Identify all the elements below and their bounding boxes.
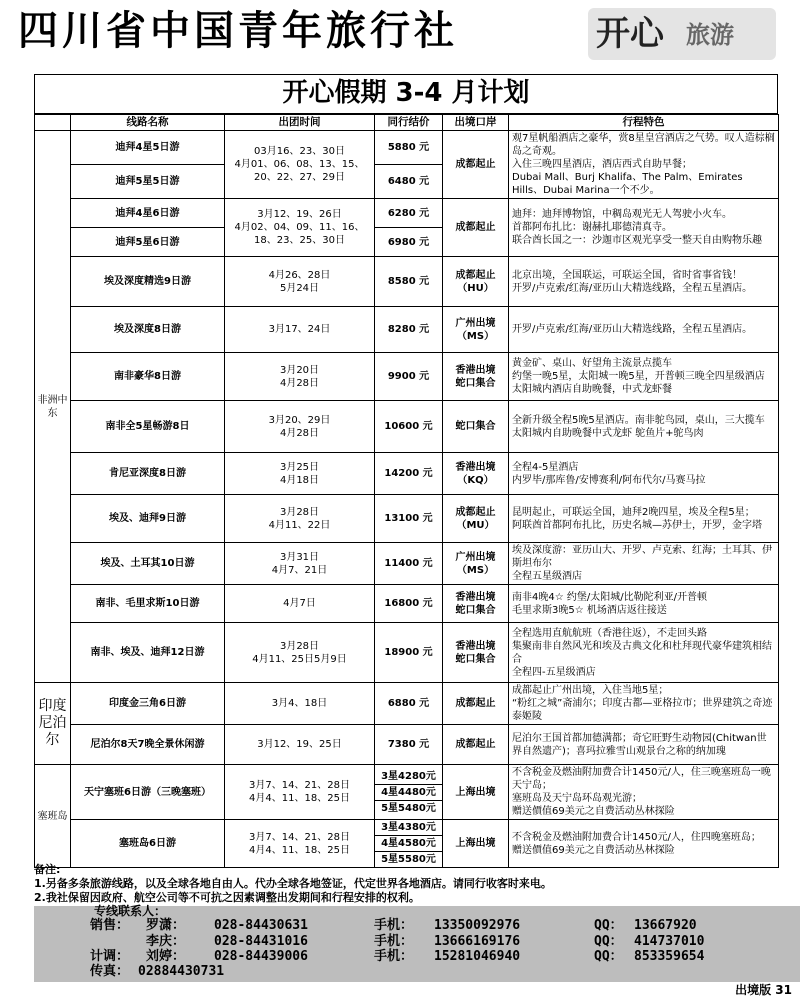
table-row xyxy=(35,585,779,623)
exit-port: 上海出境 xyxy=(443,820,509,868)
qq-label: QQ： xyxy=(594,918,623,933)
price: 18900 元 xyxy=(375,623,443,683)
departure-dates: 3月25日 4月18日 xyxy=(225,453,375,495)
table-row xyxy=(35,353,779,401)
header-features: 行程特色 xyxy=(509,115,779,131)
departure-dates: 3月7、14、21、28日 4月4、11、18、25日 xyxy=(225,820,375,868)
price: 13100 元 xyxy=(375,495,443,543)
price: 8580 元 xyxy=(375,257,443,307)
route-name: 埃及深度精选9日游 xyxy=(71,257,225,307)
table-row xyxy=(35,307,779,353)
contact-qq: 13667920 xyxy=(634,918,697,933)
price-tiers: 3星4280元 4星4480元 5星5480元 xyxy=(375,765,443,820)
itinerary-features: 尼泊尔王国首都加德满都；奇它旺野生动物园(Chitwan世界自然遗产)；喜玛拉雅雪山观景台之称的纳加瑰 xyxy=(509,725,779,765)
mobile-label: 手机： xyxy=(374,934,414,949)
route-name: 埃及、土耳其10日游 xyxy=(71,543,225,585)
departure-dates: 03月16、23、30日 4月01、06、08、13、15、20、22、27、29日 xyxy=(225,131,375,199)
departure-dates: 3月4、18日 xyxy=(225,683,375,725)
page-footer xyxy=(0,862,800,1000)
itinerary-features: 开罗/卢克索/红海/亚历山大精选线路，全程五星酒店。 xyxy=(509,307,779,353)
itinerary-features: 全新升级全程5晚5星酒店。南非鸵鸟园，桌山，三大揽车 太阳城内自助晚餐中式龙虾 鸵鱼片+鸵鸟肉 xyxy=(509,401,779,453)
departure-dates: 3月20、29日 4月28日 xyxy=(225,401,375,453)
contact-mobile: 15281046940 xyxy=(434,949,521,964)
table-row xyxy=(35,543,779,585)
price: 8280 元 xyxy=(375,307,443,353)
note-1: 1.另备多条旅游线路，以及全球各地自由人。代办全球各地签证，代定世界各地酒店。请同行收客时来电。 xyxy=(34,877,552,890)
contact-qq: 414737010 xyxy=(634,934,705,949)
contact-label: 专线联系人： xyxy=(94,904,167,918)
price: 7380 元 xyxy=(375,725,443,765)
exit-port: 香港出境 蛇口集合 xyxy=(443,623,509,683)
route-name: 塞班岛6日游 xyxy=(71,820,225,868)
page-number: 出境版 31 xyxy=(735,983,792,997)
departure-dates: 3月31日 4月7、21日 xyxy=(225,543,375,585)
departure-dates: 4月26、28日 5月24日 xyxy=(225,257,375,307)
price: 5880 元 xyxy=(375,131,443,165)
contact-box xyxy=(34,906,800,982)
region-india-nepal: 印度尼泊尔 xyxy=(35,683,71,765)
itinerary-features: 全程4-5星酒店 内罗毕/那库鲁/安博赛利/阿布代尔/马赛马拉 xyxy=(509,453,779,495)
exit-port: 成都起止 （HU） xyxy=(443,257,509,307)
departure-dates: 3月28日 4月11、25日5月9日 xyxy=(225,623,375,683)
route-name: 肯尼亚深度8日游 xyxy=(71,453,225,495)
header-port: 出境口岸 xyxy=(443,115,509,131)
table-row xyxy=(35,820,779,868)
table-row xyxy=(35,623,779,683)
route-name: 南非、毛里求斯10日游 xyxy=(71,585,225,623)
departure-dates: 3月12、19、26日 4月02、04、09、11、16、18、23、25、30日 xyxy=(225,199,375,257)
exit-port: 成都起止 xyxy=(443,683,509,725)
table-row xyxy=(35,131,779,165)
mobile-label: 手机： xyxy=(374,918,414,933)
route-name: 南非豪华8日游 xyxy=(71,353,225,401)
contact-name: 李庆： xyxy=(146,934,186,949)
route-name: 南非、埃及、迪拜12日游 xyxy=(71,623,225,683)
departure-dates: 3月17、24日 xyxy=(225,307,375,353)
accounting-label: 计调： xyxy=(90,949,130,964)
contact-phone: 028-84431016 xyxy=(214,934,308,949)
header-dates: 出团时间 xyxy=(225,115,375,131)
exit-port: 香港出境 蛇口集合 xyxy=(443,585,509,623)
contact-qq: 853359654 xyxy=(634,949,705,964)
exit-port: 成都起止 （MU） xyxy=(443,495,509,543)
note-2: 2.我社保留因政府、航空公司等不可抗之因素调整出发期间和行程安排的权利。 xyxy=(34,891,420,904)
table-row xyxy=(35,765,779,820)
schedule-table xyxy=(34,114,779,868)
itinerary-features: 全程选用直航航班（香港往返），不走回头路 集聚南非自然风光和埃及古典文化和杜拜现代豪华建筑相结合 全程四-五星级酒店 xyxy=(509,623,779,683)
table-row xyxy=(35,725,779,765)
exit-port: 成都起止 xyxy=(443,199,509,257)
table-header-row xyxy=(35,115,779,131)
table-row xyxy=(35,453,779,495)
notes-label: 备注: xyxy=(34,863,61,876)
mobile-label: 手机： xyxy=(374,949,414,964)
departure-dates: 3月7、14、21、28日 4月4、11、18、25日 xyxy=(225,765,375,820)
table-row xyxy=(35,683,779,725)
agency-name: 四川省中国青年旅行社 xyxy=(18,7,458,54)
header-region xyxy=(35,115,71,131)
exit-port: 香港出境 蛇口集合 xyxy=(443,353,509,401)
price: 6980 元 xyxy=(375,228,443,257)
route-name: 印度金三角6日游 xyxy=(71,683,225,725)
departure-dates: 4月7日 xyxy=(225,585,375,623)
page-header xyxy=(0,0,800,62)
itinerary-features: 迪拜：迪拜博物馆，中稠岛观光无人驾驶小火车。 首都阿布扎比：谢赫扎耶德清真寺。 联合酋长国之一：沙迦市区观光享受一整天自由购物乐趣 xyxy=(509,199,779,257)
route-name: 迪拜4星6日游 xyxy=(71,199,225,228)
route-name: 迪拜5星5日游 xyxy=(71,165,225,199)
brand-logo xyxy=(588,8,776,60)
itinerary-features: 南非4晚4☆ 约堡/太阳城/比勒陀利亚/开普顿 毛里求斯3晚5☆ 机场酒店返往接送 xyxy=(509,585,779,623)
fax-label: 传真： xyxy=(90,964,130,979)
contact-name: 罗潇： xyxy=(146,918,186,933)
header-price: 同行结价 xyxy=(375,115,443,131)
region-saipan: 塞班岛 xyxy=(35,765,71,868)
region-africa-middle-east: 非洲中东 xyxy=(35,131,71,683)
itinerary-features: 黄金矿、桌山、好望角主流景点揽车 约堡一晚5星，太阳城一晚5星，开普顿三晚全四星级酒店 太阳城内酒店自助晚餐，中式龙虾餐 xyxy=(509,353,779,401)
contact-phone: 028-84439006 xyxy=(214,949,308,964)
price: 6480 元 xyxy=(375,165,443,199)
exit-port: 香港出境 （KQ） xyxy=(443,453,509,495)
itinerary-features: 北京出境，全国联运，可联运全国，省时省事省钱！ 开罗/卢克索/红海/亚历山大精选线路，全程五星酒店。 xyxy=(509,257,779,307)
sales-label: 销售： xyxy=(90,918,130,933)
price: 6880 元 xyxy=(375,683,443,725)
route-name: 埃及、迪拜9日游 xyxy=(71,495,225,543)
plan-title: 开心假期 3-4 月计划 xyxy=(34,74,778,114)
itinerary-features: 埃及深度游：亚历山大、开罗、卢克索、红海；土耳其、伊斯坦布尔 全程五星级酒店 xyxy=(509,543,779,585)
contact-phone: 028-84430631 xyxy=(214,918,308,933)
itinerary-features: 不含税金及燃油附加费合计1450元/人，住四晚塞班岛； 赠送價值69美元之自费活动丛林探险 xyxy=(509,820,779,868)
table-row xyxy=(35,257,779,307)
itinerary-features: 不含税金及燃油附加费合计1450元/人，住三晚塞班岛一晚天宁岛； 塞班岛及天宁岛环岛观光游； 赠送價值69美元之自费活动丛林探险 xyxy=(509,765,779,820)
fax-number: 02884430731 xyxy=(138,964,225,979)
table-row xyxy=(35,401,779,453)
route-name: 南非全5星畅游8日 xyxy=(71,401,225,453)
exit-port: 蛇口集合 xyxy=(443,401,509,453)
contact-name: 刘婷： xyxy=(146,949,186,964)
price: 10600 元 xyxy=(375,401,443,453)
qq-label: QQ： xyxy=(594,949,623,964)
contact-mobile: 13666169176 xyxy=(434,934,521,949)
route-name: 埃及深度8日游 xyxy=(71,307,225,353)
departure-dates: 3月12、19、25日 xyxy=(225,725,375,765)
logo-main-text: 开心 xyxy=(596,14,664,54)
price: 6280 元 xyxy=(375,199,443,228)
itinerary-features: 昆明起止，可联运全国，迪拜2晚四星，埃及全程5星； 阿联酋首都阿布扎比，历史名城—苏伊士，开罗，金字塔 xyxy=(509,495,779,543)
qq-label: QQ： xyxy=(594,934,623,949)
exit-port: 广州出境 （MS） xyxy=(443,543,509,585)
route-name: 尼泊尔8天7晚全景休闲游 xyxy=(71,725,225,765)
logo-sub-text: 旅游 xyxy=(686,20,734,49)
exit-port: 成都起止 xyxy=(443,725,509,765)
exit-port: 上海出境 xyxy=(443,765,509,820)
route-name: 迪拜4星5日游 xyxy=(71,131,225,165)
exit-port: 成都起止 xyxy=(443,131,509,199)
departure-dates: 3月28日 4月11、22日 xyxy=(225,495,375,543)
exit-port: 广州出境 （MS） xyxy=(443,307,509,353)
price: 16800 元 xyxy=(375,585,443,623)
itinerary-features: 观7星帆船酒店之豪华，赏8星皇宫酒店之气势。叹人造棕榈岛之奇观。 入住三晚四星酒店，酒店西式自助早餐； Dubai Mall、Burj Khalifa、The Palm、Emirates Hills、Dubai Marina一个不少。 xyxy=(509,131,779,199)
departure-dates: 3月20日 4月28日 xyxy=(225,353,375,401)
price: 14200 元 xyxy=(375,453,443,495)
price: 11400 元 xyxy=(375,543,443,585)
route-name: 迪拜5星6日游 xyxy=(71,228,225,257)
price-tiers: 3星4380元 4星4580元 5星5580元 xyxy=(375,820,443,868)
itinerary-features: 成都起止广州出境，入住当地5星； “粉红之城”斋浦尔；印度古都—亚格拉市；世界建筑之奇迹泰姬陵 xyxy=(509,683,779,725)
table-row xyxy=(35,199,779,228)
header-route: 线路名称 xyxy=(71,115,225,131)
route-name: 天宁塞班6日游（三晚塞班） xyxy=(71,765,225,820)
table-row xyxy=(35,495,779,543)
price: 9900 元 xyxy=(375,353,443,401)
contact-mobile: 13350092976 xyxy=(434,918,521,933)
